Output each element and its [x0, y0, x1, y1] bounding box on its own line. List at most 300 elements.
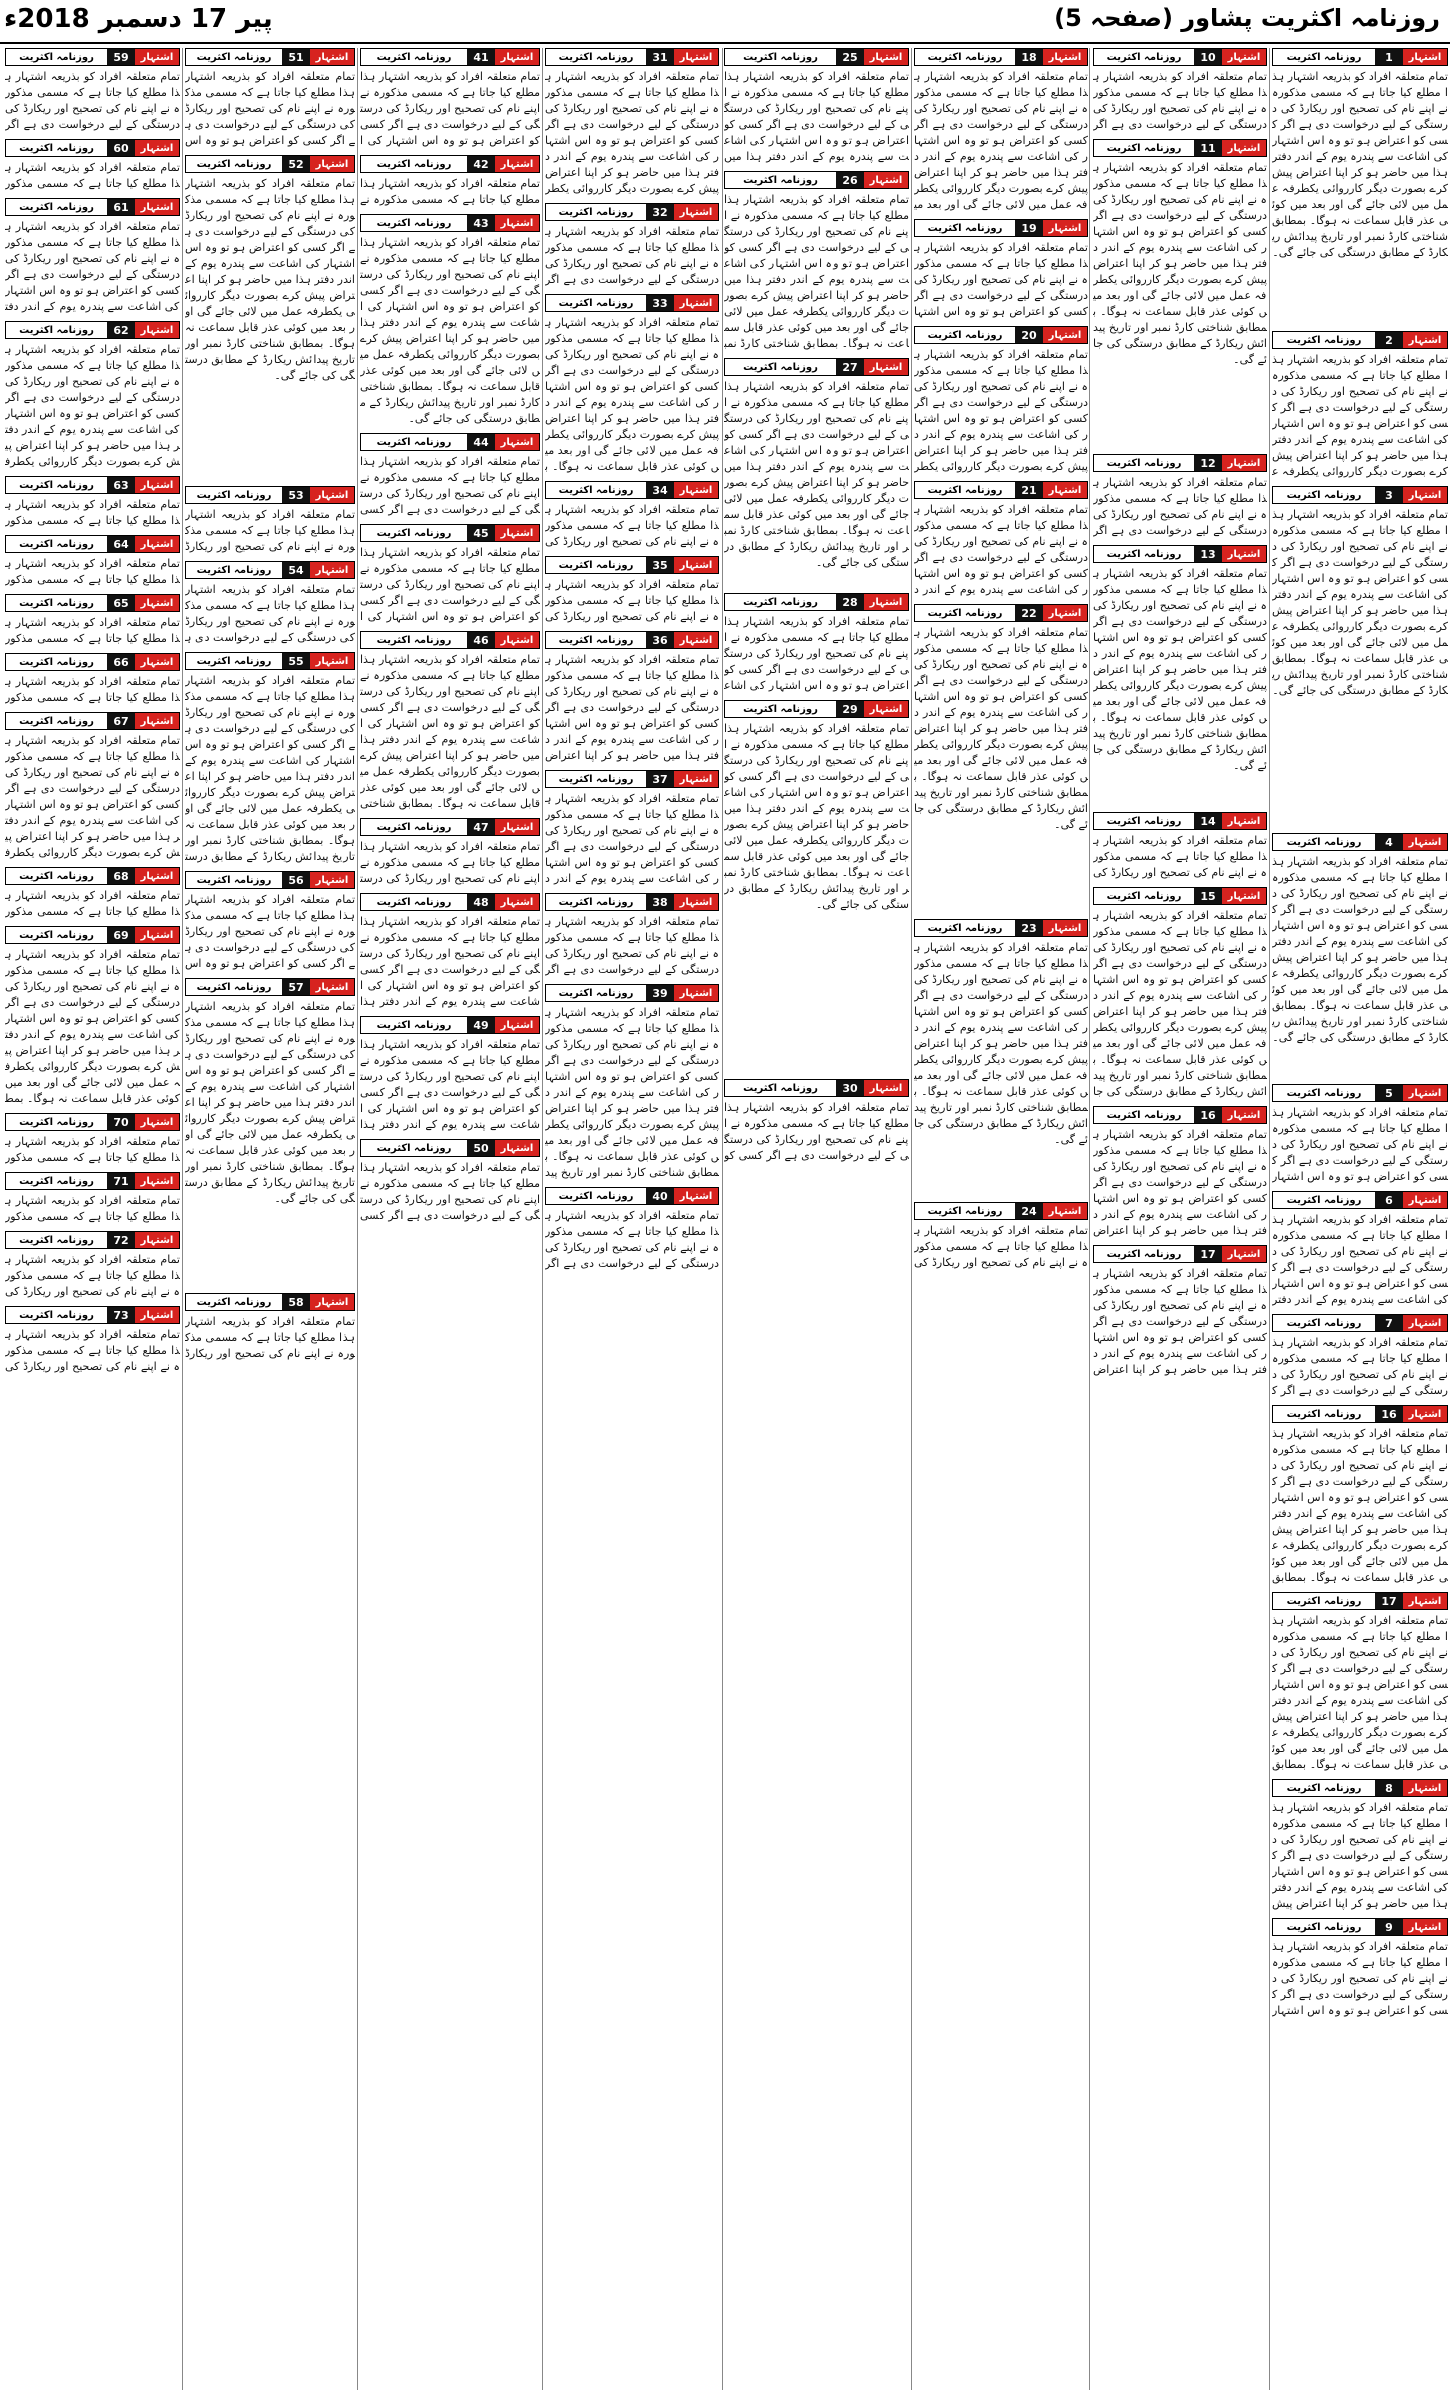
legal-notice [185, 652, 355, 865]
notice-header [360, 818, 540, 836]
notice-body: تمام متعلقہ افراد کو بذریعہ اشتہار ہذا مطلع کیا جاتا ہے کہ مسمی مذکورہ نے اپنے نام کی تصحیح اور ریکارڈ [185, 1315, 355, 1360]
notice-body: تمام متعلقہ افراد کو بذریعہ اشتہار ہذا مطلع کیا جاتا ہے کہ مسمی مذکورہ نے اپنے نام کی تصحیح اور ریکارڈ کی درستگی کے لیے درخواست دی ہے اگر [5, 70, 180, 131]
notice-body: تمام متعلقہ افراد کو بذریعہ اشتہار ہذا مطلع کیا جاتا ہے کہ مسمی مذکورہ نے اپنے نام کی تصحیح اور ریکارڈ کی درستگی کے لیے درخواست دی ہے اگر کسی کو اعتراض ہو تو وہ اس اشتہار کی اشاعت سے پندرہ یوم کے اندر دفتر ہذا میں حاضر ہو کر اپنا اعتراض [1093, 1267, 1267, 1376]
notice-source: روزنامہ اکثریت [546, 632, 646, 648]
notice-body: تمام متعلقہ افراد کو بذریعہ اشتہار ہذا مطلع کیا جاتا ہے کہ مسمی مذکورہ نے اپنے نام کی تصحیح اور ریکارڈ کی درستگی کے لیے درخواست دی ہے اگر کسی کو اعتراض ہو تو وہ اس اشتہار کی ا [360, 70, 540, 147]
notice-body: تمام متعلقہ افراد کو بذریعہ اشتہار ہذا مطلع کیا جاتا ہے کہ مسمی مذکورہ نے اپنے نام کی تصحیح اور ریکارڈ کی درستگی کے لیے درخواست دی ہے اگر کسی کو اعتراض ہو تو وہ اس اشتہار کی اشاعت سے پندرہ یوم کے اندر دفتر ہذا میں حاضر ہو کر اپنا اعتراض پیش کرے بصورت دیگر کارروائی یکطرفہ ع [1272, 353, 1448, 478]
notice-label: اشتہار [674, 482, 718, 498]
notice-source: روزنامہ اکثریت [725, 701, 836, 717]
notice-source: روزنامہ اکثریت [1094, 888, 1194, 904]
notice-source: روزنامہ اکثریت [1273, 1085, 1375, 1101]
notice-number: 71 [107, 1173, 135, 1189]
notice-source: روزنامہ اکثریت [6, 199, 107, 215]
notice-label: اشتہار [674, 557, 718, 573]
notice-number: 43 [467, 215, 495, 231]
notice-source: روزنامہ اکثریت [361, 894, 467, 910]
legal-notice [5, 653, 180, 706]
notice-column [185, 48, 355, 2390]
notice-header [185, 978, 355, 996]
notice-body: تمام متعلقہ افراد کو بذریعہ اشتہار ہذا مطلع کیا جاتا ہے کہ مسمی مذکورہ نے اپنے نام کی تصحیح اور ریکارڈ کی درستگی کے لیے درخواست دی ہے اگر کسی کو اعتراض ہو تو وہ اس اشتہار کی اشاعت سے پندرہ یوم کے اندر دفتر ہذا میں حاضر ہو کر اپنا اعتراض [545, 653, 719, 762]
notice-source: روزنامہ اکثریت [915, 1203, 1015, 1219]
notice-column [360, 48, 540, 2390]
notice-number: 35 [646, 557, 674, 573]
notice-label: اشتہار [310, 872, 354, 888]
legal-notice [724, 700, 909, 1073]
column-divider [182, 48, 183, 2390]
notice-header [1272, 1314, 1448, 1332]
notice-column [545, 48, 719, 2390]
notice-number: 53 [282, 487, 310, 503]
notice-label: اشتہار [674, 632, 718, 648]
notice-number: 58 [282, 1294, 310, 1310]
notice-body: تمام متعلقہ افراد کو بذریعہ اشتہار ہذا مطلع کیا جاتا ہے کہ مسمی مذکورہ نے اپنے نام کی تصحیح اور ریکارڈ کی [545, 578, 719, 623]
legal-notice [1093, 454, 1267, 539]
notice-body: تمام متعلقہ افراد کو بذریعہ اشتہار ہذا مطلع کیا جاتا ہے کہ مسمی مذکورہ نے اپنے نام کی تصحیح اور ریکارڈ کی درستگی کے لیے درخواست دی ہے اگر کسی کو [724, 1101, 909, 1162]
notice-header [545, 481, 719, 499]
notice-body: تمام متعلقہ افراد کو بذریعہ اشتہار ہذا مطلع کیا جاتا ہے کہ مسمی مذکورہ نے اپنے نام کی تصحیح اور ریکارڈ کی درستگی کے لیے درخواست دی ہے اگر کسی کو اعتراض ہو تو وہ اس اشتہار کی اشاعت سے پندرہ یوم کے اندر دفتر ہذا میں حاضر ہو کر اپنا اعتراض پیش کرے بصورت دیگر کارروائی یکطرفہ عمل میں لائی جائے گی اور بعد میں کوئی عذر قابل سماعت نہ ہوگا۔ بمطابق شناختی [360, 653, 540, 810]
notice-label: اشتہار [495, 819, 539, 835]
notice-header [724, 593, 909, 611]
notice-source: روزنامہ اکثریت [546, 204, 646, 220]
legal-notice [914, 326, 1088, 475]
notice-body: تمام متعلقہ افراد کو بذریعہ اشتہار ہذا مطلع کیا جاتا ہے کہ مسمی مذکور [5, 557, 180, 586]
notice-body: تمام متعلقہ افراد کو بذریعہ اشتہار ہذا مطلع کیا جاتا ہے کہ مسمی مذکورہ نے اپنے نام کی تصحیح اور ریکارڈ کی درستگی کے لیے درخواست دی ہے اگر کسی کو اعتراض ہو تو وہ اس اشتہار کی اشاعت سے پندرہ یوم کے اندر دفتر ہذا میں [724, 70, 909, 163]
notice-number: 36 [646, 632, 674, 648]
notice-source: روزنامہ اکثریت [361, 156, 467, 172]
notice-header [545, 294, 719, 312]
notice-source: روزنامہ اکثریت [915, 327, 1015, 343]
notice-body: تمام متعلقہ افراد کو بذریعہ اشتہار ہذا مطلع کیا جاتا ہے کہ مسمی مذکورہ نے اپنے نام کی تصحیح اور ریکارڈ کی درستگی کے لیے درخواست دی ہے اگر کسی کو اعتراض ہو تو وہ اس اشتہار کی اشاعت سے پندرہ یوم کے اندر دفتر ہذا میں حاضر ہو کر اپنا اعتراض پیش کرے بصورت دیگر کارروائی یکطرفہ عمل میں لائی جائے گی اور بعد میں کوئی عذر قابل سماعت نہ ہوگا۔ بمطابق شناختی کارڈ نمبر اور تاریخ پیدائش ریکارڈ کے مطابق درستگی کی جائے گی۔ [914, 626, 1088, 831]
notice-header [5, 926, 180, 944]
notice-number: 13 [1194, 546, 1222, 562]
notice-header [360, 893, 540, 911]
notice-number: 21 [1015, 482, 1043, 498]
notice-source: روزنامہ اکثریت [725, 172, 836, 188]
notice-header [185, 652, 355, 670]
notice-header [724, 358, 909, 376]
notice-header [1272, 1592, 1448, 1610]
legal-notice [360, 1016, 540, 1133]
column-divider [542, 48, 543, 2390]
notice-source: روزنامہ اکثریت [186, 653, 282, 669]
notice-body: تمام متعلقہ افراد کو بذریعہ اشتہار ہذا مطلع کیا جاتا ہے کہ مسمی مذکورہ نے اپنے نام کی تصحیح اور ریکارڈ کی درستگی کے لیے درخواست دی ہے اگر [545, 915, 719, 976]
notice-header [545, 48, 719, 66]
notice-source: روزنامہ اکثریت [915, 920, 1015, 936]
notice-source: روزنامہ اکثریت [1094, 813, 1194, 829]
legal-notice [545, 631, 719, 764]
notice-header [1093, 1106, 1267, 1124]
notice-source: روزنامہ اکثریت [6, 322, 107, 338]
notice-label: اشتہار [135, 1173, 179, 1189]
notice-source: روزنامہ اکثریت [1094, 455, 1194, 471]
legal-notice [1272, 833, 1448, 1078]
notice-number: 25 [836, 49, 864, 65]
notice-number: 42 [467, 156, 495, 172]
notice-label: اشتہار [1043, 605, 1087, 621]
legal-notice [1093, 887, 1267, 1100]
notice-number: 26 [836, 172, 864, 188]
legal-notice [724, 358, 909, 587]
notice-number: 27 [836, 359, 864, 375]
notice-number: 8 [1375, 1780, 1403, 1796]
notice-number: 57 [282, 979, 310, 995]
notice-number: 52 [282, 156, 310, 172]
notice-number: 11 [1194, 140, 1222, 156]
notice-source: روزنامہ اکثریت [1094, 1246, 1194, 1262]
notice-source: روزنامہ اکثریت [186, 562, 282, 578]
notice-body: تمام متعلقہ افراد کو بذریعہ اشتہار ہذا مطلع کیا جاتا ہے کہ مسمی مذکورہ نے اپنے نام کی تصحیح اور ریکارڈ کی درستگی کے لیے درخواست دی ہے اگر کسی کو اعتراض ہو تو وہ اس اشتہار کی اشاعت سے پندرہ یوم کے اندر د [545, 792, 719, 885]
notice-source: روزنامہ اکثریت [361, 49, 467, 65]
notice-label: اشتہار [1222, 140, 1266, 156]
legal-notice [360, 433, 540, 518]
notice-number: 67 [107, 713, 135, 729]
notice-number: 73 [107, 1307, 135, 1323]
notice-number: 22 [1015, 605, 1043, 621]
notice-number: 46 [467, 632, 495, 648]
notice-header [724, 48, 909, 66]
legal-notice [1272, 1779, 1448, 1912]
notice-column [724, 48, 909, 2390]
notice-body: تمام متعلقہ افراد کو بذریعہ اشتہار ہذا مطلع کیا جاتا ہے کہ مسمی مذکور [5, 1194, 180, 1223]
masthead-title: روزنامہ اکثریت پشاور (صفحہ 5) [1054, 4, 1440, 32]
notice-body: تمام متعلقہ افراد کو بذریعہ اشتہار ہذا مطلع کیا جاتا ہے کہ مسمی مذکورہ نے اپنے نام کی تصحیح اور ریکارڈ کی [545, 503, 719, 548]
notice-number: 62 [107, 322, 135, 338]
legal-notice [360, 818, 540, 887]
notice-body: تمام متعلقہ افراد کو بذریعہ اشتہار ہذا مطلع کیا جاتا ہے کہ مسمی مذکورہ نے اپنے نام کی تصحیح اور ریکارڈ کی درستگی کے لیے درخواست دی ہے اگر کسی کو اعتراض ہو تو وہ اس اشتہار کی اشاعت سے پندرہ یوم کے اندر دفتر ہذا میں حاضر ہو کر اپنا اعتراض پیش کرے بصورت دیگر کارروائی یکطرفہ عمل میں لائی جائے گی اور بعد میں کوئی عذر قابل سماعت نہ ہوگا۔ بمطابق شناختی کارڈ نمب [724, 193, 909, 350]
notice-source: روزنامہ اکثریت [1273, 332, 1375, 348]
notice-body: تمام متعلقہ افراد کو بذریعہ اشتہار ہذا مطلع کیا جاتا ہے کہ مسمی مذکورہ نے اپنے نام کی تصحیح اور ریکارڈ کی درستگی کے لیے درخواست دی ہے اگر کسی [360, 455, 540, 516]
notice-header [545, 893, 719, 911]
notice-source: روزنامہ اکثریت [6, 49, 107, 65]
notice-body: تمام متعلقہ افراد کو بذریعہ اشتہار ہذا مطلع کیا جاتا ہے کہ مسمی مذکورہ نے اپنے نام کی تصحیح اور ریکارڈ کی درستگی کے لیے درخواست دی ہے اگر کسی کو اعتراض ہو تو وہ اس اشتہار کی اشاعت سے پندرہ یوم کے اندر دفت [5, 220, 180, 313]
notice-number: 49 [467, 1017, 495, 1033]
notice-header [545, 984, 719, 1002]
notice-body: تمام متعلقہ افراد کو بذریعہ اشتہار ہذا مطلع کیا جاتا ہے کہ مسمی مذکورہ نے اپنے نام کی تصحیح اور ریکارڈ کی [1093, 834, 1267, 879]
notice-number: 23 [1015, 920, 1043, 936]
column-divider [911, 48, 912, 2390]
legal-notice [185, 978, 355, 1287]
notice-number: 38 [646, 894, 674, 910]
legal-notice [914, 919, 1088, 1196]
notice-source: روزنامہ اکثریت [6, 477, 107, 493]
notice-header [185, 48, 355, 66]
notice-source: روزنامہ اکثریت [1094, 49, 1194, 65]
notice-label: اشتہار [310, 653, 354, 669]
notice-label: اشتہار [495, 215, 539, 231]
notice-source: روزنامہ اکثریت [186, 872, 282, 888]
notice-source: روزنامہ اکثریت [1273, 1919, 1375, 1935]
notice-body: تمام متعلقہ افراد کو بذریعہ اشتہار ہذا مطلع کیا جاتا ہے کہ مسمی مذکورہ نے اپنے نام کی تصحیح اور ریکارڈ کی درستگی کے لیے درخواست دی ہے اگر کسی کو اعتراض ہو تو وہ اس اشتہار کی اشاعت سے پندرہ یوم کے اندر دفتر ہذا میں حاضر ہو کر اپنا اعتراض پیش کرے بصورت دیگر کارروائی یکطرفہ عمل میں لائی جائے گی اور بعد میں کوئی عذر قابل سماعت نہ ہوگا۔ بمطابق [1272, 1427, 1448, 1584]
legal-notice [545, 481, 719, 550]
notice-source: روزنامہ اکثریت [1273, 1192, 1375, 1208]
notice-source: روزنامہ اکثریت [6, 868, 107, 884]
legal-notice [5, 198, 180, 315]
notice-number: 65 [107, 595, 135, 611]
notice-source: روزنامہ اکثریت [361, 525, 467, 541]
notice-source: روزنامہ اکثریت [6, 1232, 107, 1248]
notice-source: روزنامہ اکثریت [1273, 1406, 1375, 1422]
notice-number: 68 [107, 868, 135, 884]
notice-header [5, 1306, 180, 1324]
legal-notice [185, 48, 355, 149]
notice-number: 18 [1015, 49, 1043, 65]
legal-notice [1272, 486, 1448, 827]
notice-source: روزنامہ اکثریت [6, 595, 107, 611]
notice-label: اشتہار [1403, 487, 1447, 503]
notice-body: تمام متعلقہ افراد کو بذریعہ اشتہار ہذا مطلع کیا جاتا ہے کہ مسمی مذکورہ نے اپنے نام کی تصحیح اور ریکارڈ کی درستگی کے لیے درخواست دی ہے اگر کسی کو اعتراض ہو تو وہ اس اشتہار کی اشاعت سے پندرہ یوم کے اندر دفتر ہذا میں حاضر ہو کر اپنا اعتراض پیش کرے بصورت دیگر کارروائی یکطرفہ عمل میں لائی جائے گی اور بعد میں کوئی عذر قابل سماعت نہ ہوگا۔ بمطابق شناختی کارڈ نمبر اور تاریخ پیدائش ریکارڈ کے مطابق درست [185, 674, 355, 863]
notice-header [914, 326, 1088, 344]
legal-notice [1272, 1405, 1448, 1586]
notice-body: تمام متعلقہ افراد کو بذریعہ اشتہار ہذا مطلع کیا جاتا ہے کہ مسمی مذکورہ نے اپنے نام کی تصحیح اور ریکارڈ کی درستگی کے لیے درخواست دی ہے اگر کسی کو اعتراض ہو تو وہ اس اشتہار کی اشاعت سے پندرہ یوم کے اندر دفتر ہذا میں حاضر ہو کر اپنا اعتراض پیش کرے بصورت دیگر کارروائی یکطرفہ عمل میں لائی جائے گی اور بعد می [914, 70, 1088, 211]
legal-notice [545, 294, 719, 475]
notice-source: روزنامہ اکثریت [6, 1173, 107, 1189]
notice-label: اشتہار [310, 49, 354, 65]
notice-number: 31 [646, 49, 674, 65]
notice-header [360, 524, 540, 542]
legal-notice [360, 1139, 540, 1224]
notice-header [5, 476, 180, 494]
legal-notice [5, 867, 180, 920]
notice-body: تمام متعلقہ افراد کو بذریعہ اشتہار ہذا مطلع کیا جاتا ہے کہ مسمی مذکورہ نے اپنے نام کی تصحیح اور ریکارڈ کی درستگی کے لیے درخواست دی ہے اگر کسی کو اعتراض ہو تو وہ اس اشتہار کی اشاعت سے پندرہ یوم کے اندر دفتر ہذا میں حاضر ہو کر اپنا اعتراض پیش کرے بصورت دیگر کارروائی یکطرفہ عمل میں لائی جائے گی اور بعد میں کوئی عذر قابل سماعت نہ ہوگا۔ بمط [5, 948, 180, 1105]
notice-label: اشتہار [1403, 332, 1447, 348]
notice-number: 59 [107, 49, 135, 65]
notice-source: روزنامہ اکثریت [915, 482, 1015, 498]
notice-number: 47 [467, 819, 495, 835]
notice-header [5, 594, 180, 612]
legal-notice [5, 712, 180, 861]
notice-source: روزنامہ اکثریت [546, 49, 646, 65]
notice-label: اشتہار [674, 204, 718, 220]
notice-label: اشتہار [1043, 49, 1087, 65]
notice-body: تمام متعلقہ افراد کو بذریعہ اشتہار ہذا مطلع کیا جاتا ہے کہ مسمی مذکورہ نے اپنے نام کی تصحیح اور ریکارڈ کی درستگی کے لیے درخواست دی ہے اگر کسی کو اعتراض ہو تو وہ اس اشتہار [1272, 1106, 1448, 1183]
notice-header [360, 48, 540, 66]
notice-label: اشتہار [674, 1188, 718, 1204]
notice-header [360, 1016, 540, 1034]
notice-header [1272, 331, 1448, 349]
notice-source: روزنامہ اکثریت [546, 771, 646, 787]
notice-header [360, 214, 540, 232]
notice-label: اشتہار [674, 894, 718, 910]
legal-notice [545, 1187, 719, 1272]
legal-notice [5, 1306, 180, 1375]
notice-label: اشتہار [1403, 1406, 1447, 1422]
notice-header [185, 561, 355, 579]
notice-body: تمام متعلقہ افراد کو بذریعہ اشتہار ہذا مطلع کیا جاتا ہے کہ مسمی مذکورہ نے اپنے نام کی تصحیح اور ریکارڈ کی درستگی کے لیے درخواست دی ہے اگر کسی کو اعتراض ہو تو وہ اس اشتہار کی اشاعت سے پندرہ یوم کے اندر دفتر ہذا میں حاضر ہو کر اپنا اعتراض پیش کرے بصورت دیگر کارروائی یکطرفہ عمل میں لائی جائے گی اور بعد میں کوئی عذر قابل سماعت نہ ہوگا۔ بمطابق شناختی کارڈ نمبر اور تاریخ پیدائش ریکارڈ کے مطابق درستگی کی جائے گی۔ [724, 722, 909, 911]
notice-source: روزنامہ اکثریت [361, 1140, 467, 1156]
notice-body: تمام متعلقہ افراد کو بذریعہ اشتہار ہذا مطلع کیا جاتا ہے کہ مسمی مذکورہ نے اپنے نام کی تصحیح اور ریکارڈ کی درستگی کے لیے درخواست دی ہے اگر ک [1272, 1336, 1448, 1397]
notice-header [724, 700, 909, 718]
notice-body: تمام متعلقہ افراد کو بذریعہ اشتہار ہذا مطلع کیا جاتا ہے کہ مسمی مذکورہ نے اپنے نام کی تصحیح اور ریکارڈ کی درستگی کے لیے درخواست دی ہے اگر کسی کو اعتراض ہو تو وہ اس [185, 893, 355, 970]
notice-header [1093, 545, 1267, 563]
notice-number: 14 [1194, 813, 1222, 829]
notice-source: روزنامہ اکثریت [546, 557, 646, 573]
legal-notice [545, 984, 719, 1181]
legal-notice [1272, 1191, 1448, 1308]
notice-body: تمام متعلقہ افراد کو بذریعہ اشتہار ہذا مطلع کیا جاتا ہے کہ مسمی مذکورہ نے اپنے نام کی تصحیح اور ریکارڈ کی درستگی کے لیے درخواست دی ہے اگر کسی کو اعتراض ہو تو وہ اس اشتہا [914, 241, 1088, 318]
notice-number: 56 [282, 872, 310, 888]
notice-body: تمام متعلقہ افراد کو بذریعہ اشتہار ہذا مطلع کیا جاتا ہے کہ مسمی مذکورہ نے اپنے نام کی تصحیح اور ریکارڈ کی درستگی کے لیے درخواست دی ہے اگر کسی کو اعتراض ہو تو وہ اس اشتہار کی اشاعت سے پندرہ یوم کے اندر دفتر ہذا میں حاضر ہو کر اپنا اعتراض پیش کرے بصورت دیگر کارروائی یکطرف [5, 734, 180, 859]
notice-body: تمام متعلقہ افراد کو بذریعہ اشتہار ہذا مطلع کیا جاتا ہے کہ مسمی مذکورہ نے اپنے نام کی تصحیح اور ریکارڈ کی درستگی کے لیے درخواست دی ہے اگر کسی کو اعتراض ہو تو وہ اس اشتہار کی ا [360, 546, 540, 623]
notice-label: اشتہار [135, 199, 179, 215]
legal-notice [1093, 545, 1267, 806]
notice-body: تمام متعلقہ افراد کو بذریعہ اشتہار ہذا مطلع کیا جاتا ہے کہ مسمی مذکور [5, 161, 180, 190]
legal-notice [185, 561, 355, 646]
notice-label: اشتہار [1403, 1780, 1447, 1796]
notice-number: 39 [646, 985, 674, 1001]
notice-column [5, 48, 180, 2390]
notice-header [545, 203, 719, 221]
notice-body: تمام متعلقہ افراد کو بذریعہ اشتہار ہذا مطلع کیا جاتا ہے کہ مسمی مذکورہ نے اپنے نام کی تصحیح اور ریکارڈ کی [914, 1224, 1088, 1269]
notice-source: روزنامہ اکثریت [725, 594, 836, 610]
notice-number: 64 [107, 536, 135, 552]
notice-header [1093, 48, 1267, 66]
notice-header [914, 604, 1088, 622]
notice-label: اشتہار [495, 434, 539, 450]
notice-source: روزنامہ اکثریت [1273, 1780, 1375, 1796]
legal-notice [1093, 812, 1267, 881]
notice-header [1093, 139, 1267, 157]
legal-notice [724, 1079, 909, 1164]
notice-source: روزنامہ اکثریت [361, 819, 467, 835]
notice-label: اشتہار [864, 172, 908, 188]
legal-notice [360, 48, 540, 149]
legal-notice [724, 171, 909, 352]
notice-source: روزنامہ اکثریت [915, 49, 1015, 65]
legal-notice [5, 321, 180, 470]
legal-notice [1093, 1245, 1267, 1378]
notice-label: اشتہار [864, 49, 908, 65]
notice-body: تمام متعلقہ افراد کو بذریعہ اشتہار ہذا مطلع کیا جاتا ہے کہ مسمی مذکورہ نے اپنے نام کی تصحیح اور ریکارڈ کی درستگی کے لیے درخواست دی ہے اگر کسی کو اعتراض ہو تو وہ اس اشتہار کی اشاعت سے پندرہ یوم کے اندر دفتر [1272, 1213, 1448, 1306]
notice-header [5, 139, 180, 157]
notice-body: تمام متعلقہ افراد کو بذریعہ اشتہار ہذا مطلع کیا جاتا ہے کہ مسمی مذکورہ نے اپنے نام کی تصحیح اور ریکارڈ کی درست [360, 840, 540, 885]
notice-number: 37 [646, 771, 674, 787]
notice-label: اشتہار [135, 140, 179, 156]
issue-date: پیر 17 دسمبر 2018ء [4, 4, 273, 34]
notice-label: اشتہار [495, 49, 539, 65]
notice-number: 48 [467, 894, 495, 910]
legal-notice [1272, 1314, 1448, 1399]
notice-label: اشتہار [1222, 49, 1266, 65]
notice-header [724, 1079, 909, 1097]
notice-source: روزنامہ اکثریت [546, 1188, 646, 1204]
notice-number: 17 [1375, 1593, 1403, 1609]
notice-label: اشتہار [495, 894, 539, 910]
legal-notice [1272, 1592, 1448, 1773]
notice-label: اشتہار [1403, 1919, 1447, 1935]
notice-source: روزنامہ اکثریت [361, 215, 467, 231]
notice-body: تمام متعلقہ افراد کو بذریعہ اشتہار ہذا مطلع کیا جاتا ہے کہ مسمی مذکورہ نے اپنے نام کی تصحیح اور ریکارڈ [185, 508, 355, 553]
notice-number: 30 [836, 1080, 864, 1096]
notice-label: اشتہار [864, 1080, 908, 1096]
notice-body: تمام متعلقہ افراد کو بذریعہ اشتہار ہذا مطلع کیا جاتا ہے کہ مسمی مذکورہ نے اپنے نام کی تصحیح اور ریکارڈ کی درستگی کے لیے درخواست دی ہے اگر کسی کو اعتراض ہو تو وہ اس اشتہار کی اشاعت سے پندرہ یوم کے اندر دفتر ہذا میں حاضر ہو کر اپنا اعتراض پیش کرے بصورت دیگر کارروائی یکطرفہ عمل میں لائی جائے گی اور بعد میں کوئی عذر قابل سماعت نہ ہوگا۔ بمطابق شناختی کارڈ نمبر اور تاریخ پید [545, 1006, 719, 1179]
notice-body: تمام متعلقہ افراد کو بذریعہ اشتہار ہذا مطلع کیا جاتا ہے کہ مسمی مذکورہ نے اپنے نام کی تصحیح اور ریکارڈ کی درستگی کے لیے درخواست دی ہے اگر کسی کو اعتراض ہو تو وہ اس اشتہار کی اشاعت سے پندرہ یوم کے اندر دفتر ہذا میں حاضر ہو کر اپنا اعتراض پیش کرے بصورت دیگر کارروائی یکطر [914, 348, 1088, 473]
notice-label: اشتہار [1222, 888, 1266, 904]
notice-header [1093, 454, 1267, 472]
notice-body: تمام متعلقہ افراد کو بذریعہ اشتہار ہذا مطلع کیا جاتا ہے کہ مسمی مذکورہ نے اپنے نام کی تصحیح اور ریکارڈ کی درستگی کے لیے درخواست دی ہے اگر کسی کو اعتراض ہو تو وہ اس اشتہار کی اشاعت سے پندرہ یوم کے اندر دفتر ہذا میں حاضر ہو کر اپنا اعتراض پیش کرے بصورت دیگر کارروائی یکطرفہ عمل میں لائی جائے گی اور بعد میں کوئی عذر قابل سماعت نہ ہوگا۔ بمطابق شناختی کارڈ نمبر اور تاریخ پیدائش ریکارڈ کے مطابق درستگی کی جا [1093, 909, 1267, 1098]
legal-notice [724, 48, 909, 165]
notice-label: اشتہار [674, 985, 718, 1001]
notice-source: روزنامہ اکثریت [6, 1307, 107, 1323]
notice-source: روزنامہ اکثریت [915, 220, 1015, 236]
notice-body: تمام متعلقہ افراد کو بذریعہ اشتہار ہذا مطلع کیا جاتا ہے کہ مسمی مذکورہ نے اپنے نام کی تصحیح اور ریکارڈ کی درستگی کے لیے درخواست دی ہے اگر [1093, 476, 1267, 537]
notice-body: تمام متعلقہ افراد کو بذریعہ اشتہار ہذا مطلع کیا جاتا ہے کہ مسمی مذکورہ نے [360, 177, 540, 206]
notice-label: اشتہار [495, 525, 539, 541]
notice-header [914, 1202, 1088, 1220]
legal-notice [360, 214, 540, 427]
notice-number: 61 [107, 199, 135, 215]
notice-number: 7 [1375, 1315, 1403, 1331]
notice-label: اشتہار [495, 1017, 539, 1033]
legal-notice [360, 155, 540, 208]
notice-label: اشتہار [135, 1114, 179, 1130]
legal-notice [185, 155, 355, 480]
notice-number: 9 [1375, 1919, 1403, 1935]
notice-body: تمام متعلقہ افراد کو بذریعہ اشتہار ہذا مطلع کیا جاتا ہے کہ مسمی مذکورہ نے اپنے نام کی تصحیح اور ریکارڈ کی درستگی کے لیے درخواست دی ہے اگر کسی کو اعتراض ہو تو وہ اس اشتہار کی اشاعت سے پندرہ یوم کے اندر دفتر ہذا میں حاضر ہو کر اپنا اعتراض پیش کرے بصورت دیگر کارروائی یکطرفہ عمل میں لائی جائے گی اور بعد میں کوئی عذر قابل سماعت نہ ہوگا۔ بمطابق شناختی کارڈ نمبر اور تاریخ پیدائش ریکارڈ کے مطابق درستگی کی جائے گی۔ [185, 177, 355, 382]
notice-label: اشتہار [1222, 813, 1266, 829]
notice-number: 40 [646, 1188, 674, 1204]
legal-notice [545, 203, 719, 288]
legal-notice [185, 871, 355, 972]
notice-body: تمام متعلقہ افراد کو بذریعہ اشتہار ہذا مطلع کیا جاتا ہے کہ مسمی مذکورہ نے اپنے نام کی تصحیح اور ریکارڈ کی درستگی کے لیے درخواست دی ہے اگر کسی کو اعتراض ہو تو وہ اس اشتہار کی اشاعت سے پندرہ یوم کے اندر د [914, 503, 1088, 596]
notice-header [914, 219, 1088, 237]
notice-number: 17 [1194, 1246, 1222, 1262]
legal-notice [545, 770, 719, 887]
notice-header [1093, 887, 1267, 905]
legal-notice [1093, 1106, 1267, 1239]
legal-notice [914, 219, 1088, 320]
notice-header [360, 155, 540, 173]
legal-notice [1093, 48, 1267, 133]
legal-notice [5, 1172, 180, 1225]
legal-notice [1272, 1084, 1448, 1185]
legal-notice [5, 1113, 180, 1166]
legal-notice [5, 1231, 180, 1300]
column-divider [357, 48, 358, 2390]
notice-source: روزنامہ اکثریت [1273, 834, 1375, 850]
notice-label: اشتہار [1222, 1107, 1266, 1123]
notice-label: اشتہار [1222, 1246, 1266, 1262]
notice-body: تمام متعلقہ افراد کو بذریعہ اشتہار ہذا مطلع کیا جاتا ہے کہ مسمی مذکورہ نے اپنے نام کی تصحیح اور ریکارڈ کی درستگی کے لیے درخواست دی ہے اگر کسی کو اعتراض ہو تو وہ اس اشتہار کی اشاع [724, 615, 909, 692]
notice-body: تمام متعلقہ افراد کو بذریعہ اشتہار ہذا مطلع کیا جاتا ہے کہ مسمی مذکورہ نے اپنے نام کی تصحیح اور ریکارڈ کی درستگی کے لیے درخواست دی ہے اگر [1093, 70, 1267, 131]
legal-notice [1272, 1918, 1448, 2019]
notice-label: اشتہار [135, 1307, 179, 1323]
notice-body: تمام متعلقہ افراد کو بذریعہ اشتہار ہذا مطلع کیا جاتا ہے کہ مسمی مذکورہ نے اپنے نام کی تصحیح اور ریکارڈ کی درستگی کے لیے درخواست دی ہ [185, 583, 355, 644]
notice-label: اشتہار [864, 359, 908, 375]
notice-header [5, 712, 180, 730]
notice-source: روزنامہ اکثریت [186, 156, 282, 172]
notice-source: روزنامہ اکثریت [6, 927, 107, 943]
notice-label: اشتہار [674, 771, 718, 787]
notice-number: 3 [1375, 487, 1403, 503]
notice-number: 4 [1375, 834, 1403, 850]
notice-number: 5 [1375, 1085, 1403, 1101]
notice-number: 44 [467, 434, 495, 450]
notice-label: اشتہار [1403, 1085, 1447, 1101]
notice-header [5, 1231, 180, 1249]
legal-notice [185, 1293, 355, 1362]
notice-number: 45 [467, 525, 495, 541]
notice-column [1093, 48, 1267, 2390]
notice-label: اشتہار [1403, 49, 1447, 65]
notice-source: روزنامہ اکثریت [1094, 1107, 1194, 1123]
notice-number: 33 [646, 295, 674, 311]
notice-header [5, 1172, 180, 1190]
notice-body: تمام متعلقہ افراد کو بذریعہ اشتہار ہذا مطلع کیا جاتا ہے کہ مسمی مذکورہ نے اپنے نام کی تصحیح اور ریکارڈ کی درستگی کے لیے درخواست دی ہے اگر کسی [360, 1161, 540, 1222]
notice-header [724, 171, 909, 189]
notice-label: اشتہار [1403, 834, 1447, 850]
notice-header [545, 1187, 719, 1205]
notice-source: روزنامہ اکثریت [1273, 49, 1375, 65]
